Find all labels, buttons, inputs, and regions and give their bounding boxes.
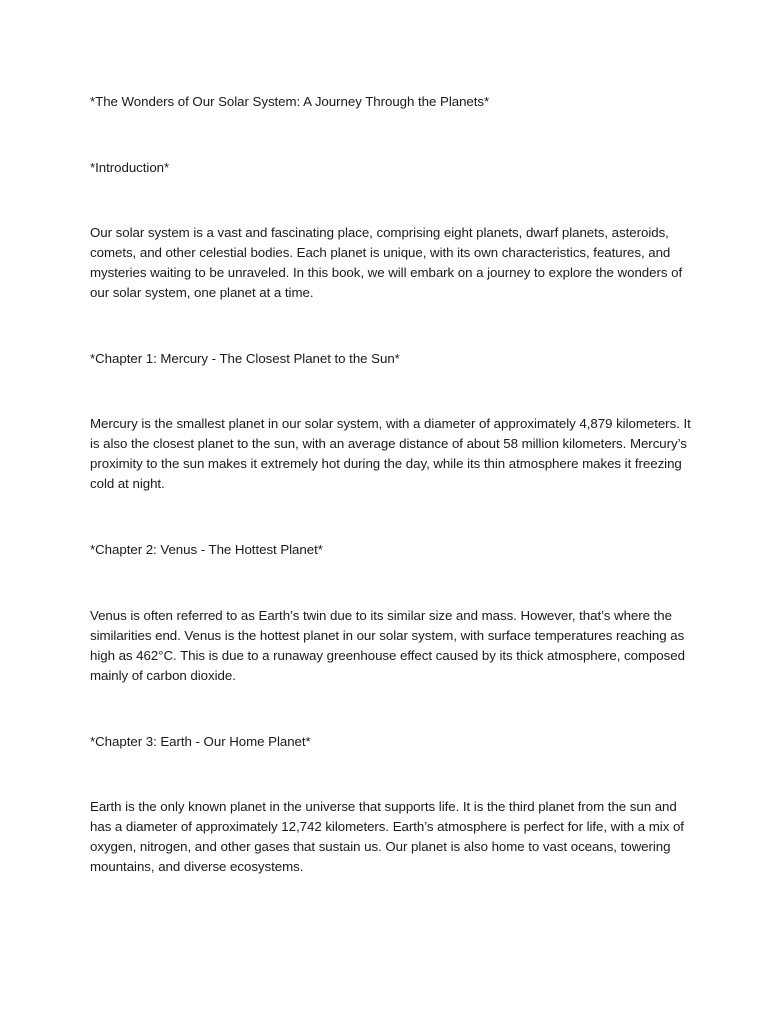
section-heading-introduction — [90, 158, 690, 178]
section-heading-text: *Introduction* — [90, 160, 170, 175]
section-heading-text: *Chapter 1: Mercury - The Closest Planet to the Sun* — [90, 351, 400, 366]
paragraph-line: high as 462°C. This is due to a runaway greenhouse effect caused by its thick atmosphere, composed — [90, 648, 685, 663]
section-heading-text: *Chapter 3: Earth - Our Home Planet* — [90, 734, 311, 749]
paragraph-line: mainly of carbon dioxide. — [90, 668, 236, 683]
paragraph-line: mountains, and diverse ecosystems. — [90, 859, 304, 874]
section-heading-chapter-3 — [90, 732, 690, 752]
section-heading-text: *Chapter 2: Venus - The Hottest Planet* — [90, 542, 323, 557]
section-paragraph-chapter-3 — [90, 797, 690, 877]
section-heading-chapter-1 — [90, 349, 690, 369]
paragraph-line: cold at night. — [90, 476, 165, 491]
paragraph-line: oxygen, nitrogen, and other gases that sustain us. Our planet is also home to vast oceans, towering — [90, 839, 671, 854]
paragraph-line: Venus is often referred to as Earth’s twin due to its similar size and mass. However, that’s where the — [90, 608, 672, 623]
document-title-text: *The Wonders of Our Solar System: A Journey Through the Planets* — [90, 94, 490, 109]
paragraph-line: has a diameter of approximately 12,742 kilometers. Earth’s atmosphere is perfect for life, with a mix of — [90, 819, 684, 834]
section-paragraph-chapter-2 — [90, 606, 690, 686]
paragraph-line: similarities end. Venus is the hottest planet in our solar system, with surface temperatures reaching as — [90, 628, 685, 643]
paragraph-line: our solar system, one planet at a time. — [90, 285, 314, 300]
paragraph-line: Mercury is the smallest planet in our solar system, with a diameter of approximately 4,879 kilometers. It — [90, 416, 691, 431]
paragraph-line: is also the closest planet to the sun, with an average distance of about 58 million kilometers. Mercury’s — [90, 436, 687, 451]
paragraph-line: comets, and other celestial bodies. Each planet is unique, with its own characteristics, features, and — [90, 245, 671, 260]
paragraph-line: mysteries waiting to be unraveled. In this book, we will embark on a journey to explore the wonders of — [90, 265, 683, 280]
section-paragraph-introduction — [90, 223, 690, 303]
section-paragraph-chapter-1 — [90, 414, 690, 494]
paragraph-line: Earth is the only known planet in the universe that supports life. It is the third planet from the sun and — [90, 799, 677, 814]
section-heading-chapter-2 — [90, 540, 690, 560]
document-title — [90, 92, 690, 112]
paragraph-line: proximity to the sun makes it extremely hot during the day, while its thin atmosphere makes it freezing — [90, 456, 682, 471]
paragraph-line: Our solar system is a vast and fascinating place, comprising eight planets, dwarf planets, asteroids, — [90, 225, 669, 240]
